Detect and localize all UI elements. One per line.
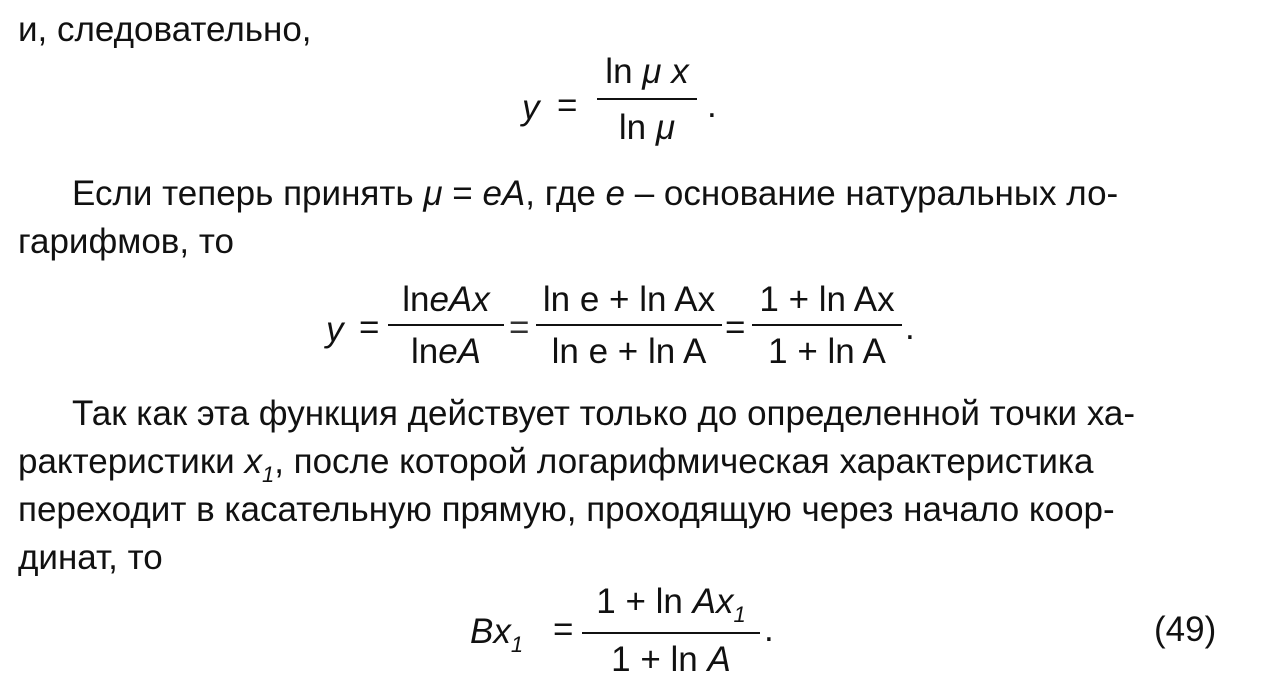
eq2-fraction-3 xyxy=(752,282,902,372)
eq1-den-mu: μ xyxy=(655,108,676,147)
para3-x: x xyxy=(244,442,262,481)
eq3-den-A: A xyxy=(707,640,731,679)
eq3-numerator xyxy=(582,582,760,627)
eq3-x: x xyxy=(493,612,511,651)
eq3-den-text: 1 + ln xyxy=(611,640,708,679)
eq1-fraction xyxy=(597,52,697,147)
eq2-f3-denominator: 1 + ln A xyxy=(768,332,886,371)
eq1-num-mu: μ xyxy=(642,52,662,91)
eq3-num-Ax: Ax xyxy=(692,582,734,621)
eq1-equals: = xyxy=(557,86,578,125)
eq3-denominator xyxy=(582,642,760,677)
eq2-f2-numerator: ln e + ln Ax xyxy=(542,280,716,319)
eq3-num-text: 1 + ln xyxy=(596,582,693,621)
para3-x-subscript: 1 xyxy=(261,462,275,487)
para2-eA: eA xyxy=(482,174,526,213)
eq1-numerator xyxy=(597,54,697,89)
eq2-equals-1: = xyxy=(359,308,380,347)
eq2-fraction-1 xyxy=(388,282,504,372)
equation-number: (49) xyxy=(1154,610,1217,649)
eq3-B: B xyxy=(470,612,494,651)
eq2-f3-numerator: 1 + ln Ax xyxy=(759,280,895,319)
eq3-fraction xyxy=(582,582,760,679)
para2-e: e xyxy=(605,174,625,213)
para2-equals: = xyxy=(452,174,473,213)
eq2-f3-bar xyxy=(752,324,902,326)
eq3-x-subscript: 1 xyxy=(510,632,524,657)
para2-text-b: , где xyxy=(525,174,596,213)
eq1-fraction-bar xyxy=(597,98,697,100)
eq2-f2-denominator: ln e + ln A xyxy=(551,332,707,371)
para3-text-a: рактеристики xyxy=(18,442,235,481)
eq3-period: . xyxy=(764,610,774,649)
eq1-period: . xyxy=(707,86,717,125)
eq2-period: . xyxy=(905,308,915,347)
eq1-num-x: x xyxy=(671,52,689,91)
para3-line-4: динат, то xyxy=(18,538,163,577)
eq3-lhs xyxy=(470,612,524,657)
para3-line-3: переходит в касательную прямую, проходящую через начало коор- xyxy=(18,490,1115,529)
eq2-lhs: y xyxy=(326,310,344,349)
para2-text-a: Если теперь принять xyxy=(72,174,414,213)
eq3-num-subscript: 1 xyxy=(733,602,746,627)
eq2-f1-num-ln: ln xyxy=(402,280,430,319)
eq3-equals: = xyxy=(553,610,574,649)
eq2-f1-denominator xyxy=(388,334,504,369)
eq2-equals-2: = xyxy=(509,308,530,347)
para2-line-2: гарифмов, то xyxy=(18,222,234,261)
eq2-f1-den-var: eA xyxy=(438,332,482,371)
eq2-f1-den-ln: ln xyxy=(410,332,439,371)
para3-line-2 xyxy=(18,442,1094,487)
eq2-f1-numerator xyxy=(388,282,504,317)
text-line-1: и, следовательно, xyxy=(18,10,312,49)
eq2-f1-num-var: eAx xyxy=(429,280,490,319)
eq1-denominator xyxy=(597,110,697,145)
para3-text-b: , после которой логарифмическая характеристика xyxy=(274,442,1094,481)
para3-line-1: Так как эта функция действует только до определенной точки ха- xyxy=(72,394,1136,433)
eq1-den-ln: ln xyxy=(618,108,647,147)
para2-mu: μ xyxy=(423,174,443,213)
para2-text-c: – основание натуральных ло- xyxy=(634,174,1119,213)
eq1-lhs: y xyxy=(522,88,540,127)
eq2-f2-bar xyxy=(536,324,722,326)
eq2-fraction-2 xyxy=(536,282,722,372)
eq3-fraction-bar xyxy=(582,632,760,634)
para2-line-1 xyxy=(72,176,1118,211)
eq2-equals-3: = xyxy=(725,308,746,347)
eq2-f1-bar xyxy=(388,324,504,326)
eq1-num-ln: ln xyxy=(605,52,633,91)
